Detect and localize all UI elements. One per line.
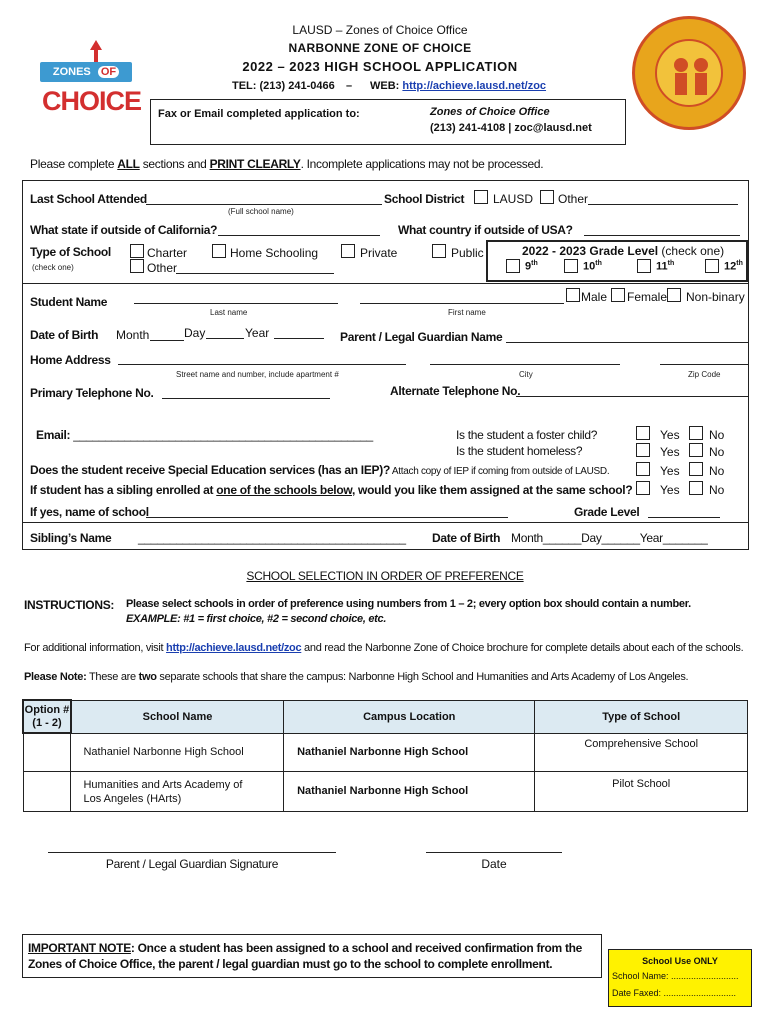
- email-field[interactable]: _______________________________________________: [73, 428, 373, 442]
- grade-10-number: 10: [583, 260, 596, 273]
- iep-yes-label: Yes: [660, 464, 680, 478]
- foster-yes-label: Yes: [660, 428, 680, 442]
- instructions-label: INSTRUCTIONS:: [24, 598, 115, 612]
- check-one-hint: (check one): [32, 263, 74, 272]
- homeless-yes-checkbox[interactable]: [636, 443, 650, 457]
- option-input-2[interactable]: [23, 771, 71, 811]
- grade-12-label: [724, 260, 743, 273]
- type-of-school-label: Type of School: [30, 245, 111, 259]
- grade-10-checkbox[interactable]: [564, 259, 578, 273]
- sibling-dob-field[interactable]: Month______Day______Year_______: [511, 531, 708, 545]
- sibling-question: [30, 483, 632, 497]
- header-dash: –: [346, 80, 353, 92]
- example-text: EXAMPLE: #1 = first choice, #2 = second choice, etc.: [126, 613, 387, 625]
- header-application-title: 2022 – 2023 HIGH SCHOOL APPLICATION: [242, 59, 518, 74]
- foster-yes-checkbox[interactable]: [636, 426, 650, 440]
- email-row: [36, 428, 373, 442]
- iep-yes-checkbox[interactable]: [636, 462, 650, 476]
- lausd-label: LAUSD: [493, 192, 534, 206]
- sibling-question-post: , would you like them assigned at the same school?: [351, 483, 633, 497]
- foster-question: Is the student a foster child?: [456, 428, 598, 442]
- intro-pre: Please complete: [30, 157, 118, 171]
- guardian-signature-field[interactable]: [48, 852, 336, 853]
- option-input-1[interactable]: [23, 733, 71, 771]
- other-district-field[interactable]: [588, 204, 738, 205]
- grade-11-suffix: th: [667, 260, 675, 267]
- sibling-question-pre: If student has a sibling enrolled at: [30, 483, 217, 497]
- note-pre: These are: [86, 671, 139, 683]
- info-pre: For additional information, visit: [24, 642, 167, 654]
- sibling-no-checkbox[interactable]: [689, 481, 703, 495]
- sibling-yes-checkbox[interactable]: [636, 481, 650, 495]
- school-use-name: [612, 971, 739, 981]
- state-field[interactable]: [218, 235, 380, 236]
- type-cell: Pilot School: [535, 771, 748, 811]
- guardian-name-field[interactable]: [506, 342, 748, 343]
- fax-label: Fax or Email completed application to:: [158, 108, 360, 120]
- guardian-signature-label: Parent / Legal Guardian Signature: [105, 857, 279, 871]
- header-web-link[interactable]: http://achieve.lausd.net/zoc: [402, 80, 547, 92]
- if-yes-label: If yes, name of school: [30, 505, 149, 519]
- home-schooling-label: Home Schooling: [230, 246, 319, 260]
- selection-title: SCHOOL SELECTION IN ORDER OF PREFERENCE: [246, 569, 524, 583]
- campus-cell: Nathaniel Narbonne High School: [284, 771, 535, 811]
- logo-choice-text: CHOICE: [42, 86, 142, 116]
- date-label: Date: [481, 857, 507, 871]
- grade-11-label: [656, 260, 674, 273]
- grade-12-number: 12: [724, 260, 737, 273]
- other-district-checkbox[interactable]: [540, 190, 554, 204]
- school-use-name-field[interactable]: ...........................: [671, 971, 739, 981]
- charter-checkbox[interactable]: [130, 244, 144, 258]
- sibling-school-field[interactable]: [146, 517, 508, 518]
- state-outside-label: What state if outside of California?: [30, 223, 218, 237]
- first-name-hint: First name: [448, 308, 486, 317]
- logo-zones-text: ZONES: [52, 66, 91, 78]
- table-header-row: [23, 700, 748, 733]
- iep-no-label: No: [709, 464, 725, 478]
- city-field[interactable]: [430, 364, 620, 365]
- full-school-name-hint: (Full school name): [228, 207, 294, 216]
- other-district-label: Other: [558, 192, 589, 206]
- header-office-line: LAUSD – Zones of Choice Office: [292, 23, 468, 37]
- seal-figures-icon: [663, 47, 719, 103]
- grade-level-title: [522, 244, 724, 258]
- logo-of-text: OF: [98, 66, 119, 78]
- other-type-field[interactable]: [176, 273, 334, 274]
- grade-11-checkbox[interactable]: [637, 259, 651, 273]
- sibling-grade-field[interactable]: [648, 517, 720, 518]
- intro-post: . Incomplete applications may not be processed.: [300, 157, 544, 171]
- first-name-field[interactable]: [360, 303, 564, 304]
- grade-9-number: 9: [525, 260, 532, 273]
- option-header: Option # (1 - 2): [23, 700, 71, 733]
- school-use-date-field[interactable]: .............................: [663, 988, 737, 998]
- grade-11-number: 11: [656, 260, 668, 273]
- sibling-yes-label: Yes: [660, 483, 680, 497]
- grade-9-checkbox[interactable]: [506, 259, 520, 273]
- header-tel: TEL: (213) 241-0466: [232, 80, 335, 92]
- last-name-hint: Last name: [210, 308, 248, 317]
- home-address-label: Home Address: [30, 353, 111, 367]
- private-label: Private: [360, 246, 398, 260]
- non-binary-checkbox[interactable]: [667, 288, 681, 302]
- street-field[interactable]: [118, 364, 406, 365]
- campus-cell: Nathaniel Narbonne High School: [284, 733, 535, 771]
- dob-month-field[interactable]: [150, 340, 184, 341]
- city-hint: City: [519, 370, 533, 379]
- school-use-date: [612, 988, 736, 998]
- school-cell: Nathaniel Narbonne High School: [71, 733, 284, 771]
- school-use-name-label: School Name:: [612, 971, 672, 981]
- note-two: two: [138, 671, 157, 683]
- lausd-checkbox[interactable]: [474, 190, 488, 204]
- primary-phone-field[interactable]: [162, 398, 330, 399]
- zip-field[interactable]: [660, 364, 748, 365]
- homeless-yes-label: Yes: [660, 445, 680, 459]
- primary-phone-label: Primary Telephone No.: [30, 386, 154, 400]
- foster-no-checkbox[interactable]: [689, 426, 703, 440]
- header-zone-title: NARBONNE ZONE OF CHOICE: [288, 41, 472, 55]
- iep-note: Attach copy of IEP if coming from outside of LAUSD.: [389, 466, 610, 477]
- sibling-name-field[interactable]: __________________________________________: [138, 531, 406, 545]
- header-web-label: WEB:: [370, 80, 403, 92]
- dob-day-label: Day: [184, 326, 206, 340]
- private-checkbox[interactable]: [341, 244, 355, 258]
- info-link[interactable]: http://achieve.lausd.net/zoc: [166, 642, 302, 654]
- foster-no-label: No: [709, 428, 725, 442]
- type-header: Type of School: [535, 700, 748, 733]
- public-checkbox[interactable]: [432, 244, 446, 258]
- male-checkbox[interactable]: [566, 288, 580, 302]
- grade-9-suffix: th: [531, 260, 538, 267]
- iep-no-checkbox[interactable]: [689, 462, 703, 476]
- school-name-header: School Name: [71, 700, 284, 733]
- grade-level-title-text: 2022 - 2023 Grade Level: [522, 244, 659, 258]
- sibling-dob-label: Date of Birth: [432, 531, 501, 545]
- non-binary-label: Non-binary: [686, 290, 745, 304]
- sibling-no-label: No: [709, 483, 725, 497]
- note-text: [24, 671, 688, 683]
- homeless-no-label: No: [709, 445, 725, 459]
- zip-hint: Zip Code: [688, 370, 721, 379]
- intro-text: [30, 157, 543, 171]
- office-contact: (213) 241-4108 | zoc@lausd.net: [430, 122, 592, 134]
- info-post: and read the Narbonne Zone of Choice brochure for complete details about each of the schools.: [301, 642, 744, 654]
- iep-question-text: Does the student receive Special Education services (has an IEP)?: [30, 463, 390, 477]
- table-row: [23, 733, 748, 771]
- female-label: Female: [627, 290, 668, 304]
- table-row: [23, 771, 748, 811]
- divider-2: [22, 522, 749, 523]
- sibling-name-label: Sibling’s Name: [30, 531, 112, 545]
- grade-level-label: Grade Level: [574, 505, 640, 519]
- public-label: Public: [451, 246, 484, 260]
- date-field[interactable]: [426, 852, 562, 853]
- instructions-text: Please select schools in order of preference using numbers from 1 – 2; every option box should contain a number.: [126, 598, 691, 610]
- female-checkbox[interactable]: [611, 288, 625, 302]
- important-note: [28, 940, 598, 972]
- intro-print: PRINT CLEARLY: [209, 157, 301, 171]
- homeless-no-checkbox[interactable]: [689, 443, 703, 457]
- other-type-label: Other: [147, 261, 178, 275]
- student-name-label: Student Name: [30, 295, 108, 309]
- homeless-question: Is the student homeless?: [456, 444, 583, 458]
- alternate-phone-field[interactable]: [516, 396, 748, 397]
- grade-level-check: (check one): [658, 244, 725, 258]
- home-schooling-checkbox[interactable]: [212, 244, 226, 258]
- other-type-checkbox[interactable]: [130, 259, 144, 273]
- important-text: : Once a student has been assigned to a school and received confirmation from the Zones of Choice Office, the parent / legal guardian must go to the school to complete enrollment.: [28, 941, 583, 971]
- country-field[interactable]: [584, 235, 740, 236]
- intro-all: ALL: [117, 157, 140, 171]
- school-use-title: School Use ONLY: [642, 956, 718, 966]
- last-name-field[interactable]: [134, 303, 338, 304]
- dob-day-field[interactable]: [206, 338, 244, 339]
- last-school-label: Last School Attended: [30, 192, 147, 206]
- grade-12-checkbox[interactable]: [705, 259, 719, 273]
- type-cell: Comprehensive School: [535, 733, 748, 771]
- charter-label: Charter: [147, 246, 188, 260]
- iep-question: [30, 463, 609, 477]
- info-text: [24, 642, 743, 654]
- last-school-field[interactable]: [146, 204, 382, 205]
- email-label: Email:: [36, 428, 74, 442]
- school-district-label: School District: [384, 192, 465, 206]
- sibling-question-underlined: one of the schools below: [216, 483, 352, 497]
- male-label: Male: [581, 290, 608, 304]
- note-label: Please Note:: [24, 671, 87, 683]
- grade-10-label: [583, 260, 602, 273]
- school-cell: Humanities and Arts Academy of Los Angeles (HArts): [71, 771, 284, 811]
- grade-10-suffix: th: [595, 260, 602, 267]
- grade-12-suffix: th: [736, 260, 743, 267]
- street-hint: Street name and number, include apartment #: [176, 370, 339, 379]
- divider-1: [22, 283, 749, 284]
- dob-year-label: Year: [245, 326, 270, 340]
- office-name: Zones of Choice Office: [430, 106, 550, 118]
- country-outside-label: What country if outside of USA?: [398, 223, 573, 237]
- important-label: IMPORTANT NOTE: [28, 941, 131, 955]
- school-use-date-label: Date Faxed:: [612, 988, 664, 998]
- grade-9-label: [525, 260, 538, 273]
- lausd-seal: [632, 16, 746, 130]
- alternate-phone-label: Alternate Telephone No.: [390, 384, 521, 398]
- dob-year-field[interactable]: [274, 338, 324, 339]
- dob-month-label: Month: [116, 328, 150, 342]
- guardian-name-label: Parent / Legal Guardian Name: [340, 330, 503, 344]
- campus-header: Campus Location: [284, 700, 535, 733]
- note-post: separate schools that share the campus: Narbonne High School and Humanities and Arts Academy of Los Angeles.: [156, 671, 689, 683]
- intro-mid: sections and: [139, 157, 210, 171]
- dob-label: Date of Birth: [30, 328, 99, 342]
- school-selection-table: [22, 699, 748, 812]
